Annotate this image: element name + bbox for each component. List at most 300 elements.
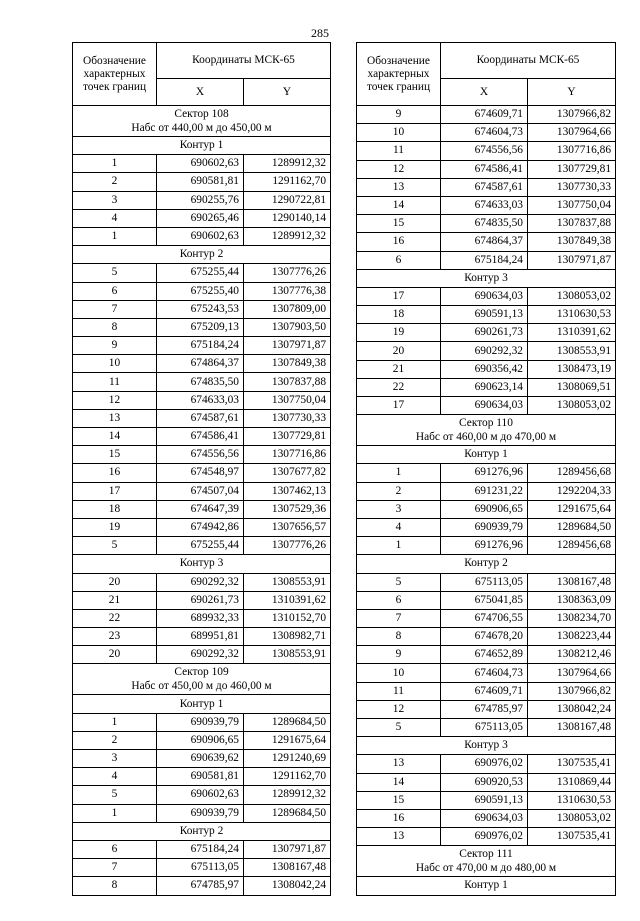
coord-x: 690976,02 xyxy=(441,755,528,773)
point-number: 13 xyxy=(357,178,441,196)
coord-y: 1289684,50 xyxy=(244,804,331,822)
point-number: 6 xyxy=(73,840,157,858)
coord-x: 689951,81 xyxy=(157,628,244,646)
coord-x: 690602,63 xyxy=(157,155,244,173)
coord-x: 674864,37 xyxy=(441,233,528,251)
coord-y: 1307849,38 xyxy=(528,233,616,251)
table-row xyxy=(73,337,331,355)
point-number: 8 xyxy=(73,318,157,336)
table-row xyxy=(73,282,331,300)
table-row xyxy=(357,500,616,518)
coord-x: 690265,46 xyxy=(157,209,244,227)
coord-x: 674835,50 xyxy=(441,215,528,233)
sector-height-range: Набс от 460,00 м до 470,00 м xyxy=(415,431,557,444)
table-row xyxy=(73,482,331,500)
point-number: 20 xyxy=(73,573,157,591)
point-number: 9 xyxy=(357,646,441,664)
coord-x: 690292,32 xyxy=(157,646,244,664)
table-row xyxy=(357,106,616,124)
point-number: 17 xyxy=(73,482,157,500)
coord-y: 1310869,44 xyxy=(528,773,616,791)
table-row xyxy=(73,355,331,373)
table-row xyxy=(357,828,616,846)
contour-label: Контур 3 xyxy=(357,737,616,755)
sector-title: Сектор 110 xyxy=(459,417,513,430)
coord-y: 1289684,50 xyxy=(244,713,331,731)
coord-x: 674587,61 xyxy=(157,409,244,427)
coord-y: 1308553,91 xyxy=(528,342,616,360)
coord-x: 691276,96 xyxy=(441,464,528,482)
coord-x: 690939,79 xyxy=(157,713,244,731)
coord-y: 1307776,26 xyxy=(244,264,331,282)
coord-x: 690292,32 xyxy=(441,342,528,360)
table-row xyxy=(357,664,616,682)
coord-x: 674633,03 xyxy=(441,196,528,214)
point-number: 14 xyxy=(357,196,441,214)
coord-y: 1308553,91 xyxy=(244,646,331,664)
point-number: 15 xyxy=(357,791,441,809)
coord-y: 1290722,81 xyxy=(244,191,331,209)
coord-y: 1308167,48 xyxy=(528,573,616,591)
point-number: 2 xyxy=(73,173,157,191)
point-number: 6 xyxy=(73,282,157,300)
sector-title: Сектор 108 xyxy=(174,108,229,120)
coord-x: 690634,03 xyxy=(441,287,528,305)
point-number: 3 xyxy=(357,500,441,518)
coord-x: 690591,13 xyxy=(441,306,528,324)
coord-x: 674706,55 xyxy=(441,609,528,627)
point-number: 12 xyxy=(357,160,441,178)
point-number: 1 xyxy=(73,227,157,245)
sector-header xyxy=(73,664,331,695)
table-row xyxy=(73,428,331,446)
point-number: 10 xyxy=(357,124,441,142)
table-row xyxy=(73,713,331,731)
table-row xyxy=(357,573,616,591)
coord-x: 675184,24 xyxy=(157,337,244,355)
coord-y: 1308212,46 xyxy=(528,646,616,664)
table-row xyxy=(357,360,616,378)
contour-label-row xyxy=(73,555,331,573)
coord-y: 1291675,64 xyxy=(528,500,616,518)
coord-x: 690581,81 xyxy=(157,173,244,191)
coord-y: 1307964,66 xyxy=(528,664,616,682)
coord-x: 674604,73 xyxy=(441,664,528,682)
coord-y: 1307776,26 xyxy=(244,537,331,555)
contour-label-row xyxy=(357,555,616,573)
coord-x: 674556,56 xyxy=(441,142,528,160)
table-row xyxy=(73,609,331,627)
point-number: 16 xyxy=(73,464,157,482)
contour-label: Контур 1 xyxy=(357,446,616,464)
table-row xyxy=(73,537,331,555)
table-row xyxy=(73,464,331,482)
coord-x: 675184,24 xyxy=(441,251,528,269)
point-number: 4 xyxy=(73,209,157,227)
point-number: 5 xyxy=(73,537,157,555)
coord-y: 1307529,36 xyxy=(244,500,331,518)
coord-x: 690634,03 xyxy=(441,809,528,827)
coord-y: 1308473,19 xyxy=(528,360,616,378)
contour-label: Контур 1 xyxy=(73,137,331,155)
table-row xyxy=(357,700,616,718)
point-number: 7 xyxy=(357,609,441,627)
contour-label: Контур 2 xyxy=(357,555,616,573)
coord-x: 690939,79 xyxy=(157,804,244,822)
point-number: 4 xyxy=(357,518,441,536)
coord-x: 691231,22 xyxy=(441,482,528,500)
point-number: 20 xyxy=(357,342,441,360)
coord-x: 674864,37 xyxy=(157,355,244,373)
table-row xyxy=(357,773,616,791)
sector-title: Сектор 111 xyxy=(459,848,513,861)
coord-x: 690906,65 xyxy=(157,731,244,749)
table-row xyxy=(357,287,616,305)
sector-height-range: Набс от 440,00 м до 450,00 м xyxy=(131,122,272,134)
point-number: 10 xyxy=(357,664,441,682)
coord-y: 1289912,32 xyxy=(244,227,331,245)
point-number: 21 xyxy=(357,360,441,378)
point-number: 10 xyxy=(73,355,157,373)
coord-x: 674609,71 xyxy=(441,106,528,124)
sector-header-row xyxy=(357,846,616,877)
point-number: 14 xyxy=(73,428,157,446)
table-row xyxy=(357,160,616,178)
table-row xyxy=(73,786,331,804)
left-table-body xyxy=(73,106,331,896)
table-row xyxy=(357,719,616,737)
point-number: 17 xyxy=(357,287,441,305)
coord-x: 690976,02 xyxy=(441,828,528,846)
coord-y: 1307716,86 xyxy=(528,142,616,160)
point-number: 2 xyxy=(357,482,441,500)
table-row xyxy=(73,518,331,536)
coord-x: 691276,96 xyxy=(441,537,528,555)
coord-x: 690356,42 xyxy=(441,360,528,378)
coord-y: 1291162,70 xyxy=(244,768,331,786)
page-number: 285 xyxy=(311,26,329,40)
coord-y: 1307903,50 xyxy=(244,318,331,336)
table-row xyxy=(73,446,331,464)
table-row xyxy=(73,859,331,877)
table-row xyxy=(73,409,331,427)
coord-x: 674652,89 xyxy=(441,646,528,664)
table-row xyxy=(357,378,616,396)
coord-x: 690623,14 xyxy=(441,378,528,396)
table-row xyxy=(357,124,616,142)
coord-x: 690591,13 xyxy=(441,791,528,809)
coord-x: 675113,05 xyxy=(441,573,528,591)
right-coordinates-table xyxy=(356,42,615,896)
point-number: 7 xyxy=(73,859,157,877)
table-row xyxy=(357,142,616,160)
coord-y: 1307776,38 xyxy=(244,282,331,300)
point-number: 12 xyxy=(357,700,441,718)
coord-y: 1307971,87 xyxy=(244,337,331,355)
contour-label-row xyxy=(73,822,331,840)
point-number: 13 xyxy=(357,828,441,846)
point-number: 7 xyxy=(73,300,157,318)
coord-x: 690261,73 xyxy=(441,324,528,342)
contour-label-row xyxy=(357,446,616,464)
point-number: 5 xyxy=(73,786,157,804)
coord-y: 1308223,44 xyxy=(528,628,616,646)
header-x: X xyxy=(441,78,528,105)
contour-label-row xyxy=(357,269,616,287)
sector-height-range: Набс от 450,00 м до 460,00 м xyxy=(131,680,272,693)
point-number: 20 xyxy=(73,646,157,664)
point-number: 3 xyxy=(73,191,157,209)
coord-y: 1292204,33 xyxy=(528,482,616,500)
sector-header-row xyxy=(357,415,616,446)
point-number: 13 xyxy=(357,755,441,773)
coord-x: 675255,44 xyxy=(157,537,244,555)
table-row xyxy=(357,791,616,809)
table-row xyxy=(357,342,616,360)
coord-y: 1308167,48 xyxy=(244,859,331,877)
sector-header xyxy=(73,106,331,137)
coord-x: 675184,24 xyxy=(157,840,244,858)
table-row xyxy=(357,537,616,555)
contour-label-row xyxy=(73,137,331,155)
coord-x: 690639,62 xyxy=(157,750,244,768)
point-number: 5 xyxy=(357,573,441,591)
point-number: 5 xyxy=(73,264,157,282)
coord-y: 1307971,87 xyxy=(244,840,331,858)
coord-y: 1310391,62 xyxy=(244,591,331,609)
table-row xyxy=(357,178,616,196)
table-row xyxy=(73,591,331,609)
contour-label-row xyxy=(357,877,616,895)
contour-label: Контур 3 xyxy=(73,555,331,573)
table-row xyxy=(357,464,616,482)
table-row xyxy=(73,804,331,822)
table-row xyxy=(73,840,331,858)
point-number: 1 xyxy=(73,713,157,731)
table-row xyxy=(357,591,616,609)
point-number: 12 xyxy=(73,391,157,409)
coord-x: 674785,97 xyxy=(157,877,244,895)
point-number: 16 xyxy=(357,809,441,827)
coord-y: 1308053,02 xyxy=(528,809,616,827)
table-row xyxy=(73,173,331,191)
table-row xyxy=(73,573,331,591)
sector-header xyxy=(357,846,616,877)
table-row xyxy=(357,233,616,251)
coord-x: 690602,63 xyxy=(157,786,244,804)
table-row xyxy=(73,877,331,895)
point-number: 15 xyxy=(73,446,157,464)
coord-y: 1308042,24 xyxy=(244,877,331,895)
header-coordinates: Координаты МСК-65 xyxy=(441,43,616,79)
coord-y: 1307964,66 xyxy=(528,124,616,142)
point-number: 19 xyxy=(73,518,157,536)
coord-x: 690906,65 xyxy=(441,500,528,518)
table-row xyxy=(73,628,331,646)
table-row xyxy=(73,750,331,768)
point-number: 15 xyxy=(357,215,441,233)
point-number: 23 xyxy=(73,628,157,646)
point-number: 11 xyxy=(357,682,441,700)
point-number: 18 xyxy=(357,306,441,324)
coord-x: 690255,76 xyxy=(157,191,244,209)
coord-y: 1308069,51 xyxy=(528,378,616,396)
coord-y: 1291162,70 xyxy=(244,173,331,191)
coord-y: 1310630,53 xyxy=(528,306,616,324)
coord-x: 674604,73 xyxy=(441,124,528,142)
header-y: Y xyxy=(244,78,331,105)
coord-y: 1307462,13 xyxy=(244,482,331,500)
point-number: 16 xyxy=(357,233,441,251)
point-number: 9 xyxy=(357,106,441,124)
coord-y: 1308553,91 xyxy=(244,573,331,591)
coord-x: 674586,41 xyxy=(157,428,244,446)
sector-header xyxy=(357,415,616,446)
point-number: 18 xyxy=(73,500,157,518)
point-number: 3 xyxy=(73,750,157,768)
coord-y: 1310630,53 xyxy=(528,791,616,809)
sector-height-range: Набс от 470,00 м до 480,00 м xyxy=(415,862,557,875)
point-number: 8 xyxy=(357,628,441,646)
point-number: 11 xyxy=(357,142,441,160)
contour-label-row xyxy=(73,695,331,713)
table-row xyxy=(357,324,616,342)
header-point-name: Обозначение характерных точек границ xyxy=(73,43,157,106)
point-number: 6 xyxy=(357,251,441,269)
table-row xyxy=(357,682,616,700)
coord-x: 674586,41 xyxy=(441,160,528,178)
coord-y: 1307750,04 xyxy=(528,196,616,214)
table-row xyxy=(357,755,616,773)
point-number: 21 xyxy=(73,591,157,609)
coord-x: 674548,97 xyxy=(157,464,244,482)
table-row xyxy=(357,518,616,536)
contour-label-row xyxy=(73,246,331,264)
coord-x: 690261,73 xyxy=(157,591,244,609)
table-row xyxy=(357,215,616,233)
point-number: 6 xyxy=(357,591,441,609)
contour-label: Контур 1 xyxy=(357,877,616,895)
header-coordinates: Координаты МСК-65 xyxy=(157,43,331,79)
coord-y: 1290140,14 xyxy=(244,209,331,227)
coord-y: 1307656,57 xyxy=(244,518,331,536)
coord-x: 690920,53 xyxy=(441,773,528,791)
coord-y: 1307971,87 xyxy=(528,251,616,269)
coord-y: 1307716,86 xyxy=(244,446,331,464)
coord-y: 1291240,69 xyxy=(244,750,331,768)
point-number: 17 xyxy=(357,397,441,415)
point-number: 5 xyxy=(357,719,441,737)
table-row xyxy=(357,609,616,627)
point-number: 13 xyxy=(73,409,157,427)
point-number: 22 xyxy=(357,378,441,396)
point-number: 8 xyxy=(73,877,157,895)
coord-y: 1307837,88 xyxy=(244,373,331,391)
contour-label: Контур 3 xyxy=(357,269,616,287)
coord-x: 690581,81 xyxy=(157,768,244,786)
coord-y: 1308167,48 xyxy=(528,719,616,737)
contour-label: Контур 2 xyxy=(73,246,331,264)
coord-y: 1308234,70 xyxy=(528,609,616,627)
coord-x: 690292,32 xyxy=(157,573,244,591)
sector-header-row xyxy=(73,106,331,137)
table-row xyxy=(357,251,616,269)
contour-label: Контур 1 xyxy=(73,695,331,713)
point-number: 9 xyxy=(73,337,157,355)
table-row xyxy=(357,809,616,827)
coord-y: 1307809,00 xyxy=(244,300,331,318)
table-row xyxy=(73,768,331,786)
coord-y: 1307535,41 xyxy=(528,828,616,846)
coord-y: 1308363,09 xyxy=(528,591,616,609)
coord-x: 674556,56 xyxy=(157,446,244,464)
coord-y: 1308053,02 xyxy=(528,287,616,305)
table-row xyxy=(73,318,331,336)
coord-y: 1291675,64 xyxy=(244,731,331,749)
table-row xyxy=(73,391,331,409)
coord-x: 690634,03 xyxy=(441,397,528,415)
table-row xyxy=(357,628,616,646)
coord-x: 674835,50 xyxy=(157,373,244,391)
sector-header-row xyxy=(73,664,331,695)
table-row xyxy=(73,227,331,245)
coord-x: 690939,79 xyxy=(441,518,528,536)
coord-y: 1307730,33 xyxy=(528,178,616,196)
coord-x: 675255,44 xyxy=(157,264,244,282)
coord-y: 1307849,38 xyxy=(244,355,331,373)
table-row xyxy=(73,373,331,391)
coord-x: 675209,13 xyxy=(157,318,244,336)
point-number: 1 xyxy=(357,464,441,482)
point-number: 19 xyxy=(357,324,441,342)
point-number: 1 xyxy=(357,537,441,555)
table-row xyxy=(73,731,331,749)
coord-x: 675255,40 xyxy=(157,282,244,300)
coord-x: 689932,33 xyxy=(157,609,244,627)
table-row xyxy=(73,155,331,173)
header-y: Y xyxy=(528,78,616,105)
coord-x: 674609,71 xyxy=(441,682,528,700)
coord-y: 1308053,02 xyxy=(528,397,616,415)
coord-y: 1289684,50 xyxy=(528,518,616,536)
point-number: 1 xyxy=(73,804,157,822)
right-table-body xyxy=(357,106,616,896)
coord-y: 1307966,82 xyxy=(528,682,616,700)
coord-y: 1308042,24 xyxy=(528,700,616,718)
point-number: 4 xyxy=(73,768,157,786)
left-coordinates-table xyxy=(72,42,330,896)
coord-y: 1310391,62 xyxy=(528,324,616,342)
coord-y: 1307729,81 xyxy=(528,160,616,178)
coord-x: 675243,53 xyxy=(157,300,244,318)
coord-x: 675113,05 xyxy=(441,719,528,737)
table-row xyxy=(73,500,331,518)
coord-y: 1289456,68 xyxy=(528,537,616,555)
contour-label-row xyxy=(357,737,616,755)
coord-x: 674942,86 xyxy=(157,518,244,536)
table-row xyxy=(357,646,616,664)
coord-y: 1307535,41 xyxy=(528,755,616,773)
coord-y: 1310152,70 xyxy=(244,609,331,627)
coord-x: 675113,05 xyxy=(157,859,244,877)
coord-y: 1289912,32 xyxy=(244,786,331,804)
point-number: 11 xyxy=(73,373,157,391)
table-row xyxy=(73,209,331,227)
point-number: 22 xyxy=(73,609,157,627)
table-row xyxy=(73,264,331,282)
coord-y: 1307729,81 xyxy=(244,428,331,446)
contour-label: Контур 2 xyxy=(73,822,331,840)
